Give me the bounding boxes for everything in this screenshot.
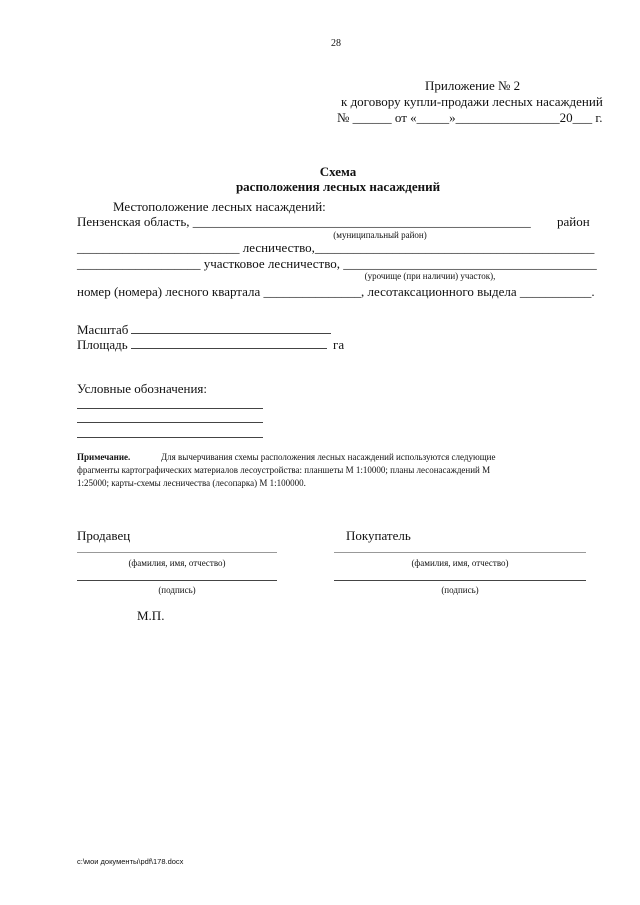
district-suffix: район [557, 214, 590, 229]
buyer-signature-hint: (подпись) [441, 585, 479, 595]
seller-label: Продавец [77, 528, 131, 543]
seller-signature-hint: (подпись) [158, 585, 196, 595]
legend-line-1 [77, 408, 263, 409]
buyer-fio-line [334, 552, 586, 553]
appendix-label: Приложение № 2 [425, 78, 521, 93]
tract-hint: (урочище (при наличии) участок), [364, 271, 496, 281]
note-label: Примечание. [77, 452, 131, 462]
municipal-district-hint: (муниципальный район) [333, 230, 427, 240]
scale-field [131, 333, 331, 334]
document-subtitle: расположения лесных насаждений [235, 179, 441, 194]
note-line-1: Для вычерчивания схемы расположения лесных насаждений используются следующие [161, 452, 496, 462]
seller-fio-hint: (фамилия, имя, отчество) [128, 558, 226, 568]
document-title: Схема [319, 164, 357, 179]
seller-signature-line [77, 580, 277, 581]
area-label: Площадь [77, 337, 128, 352]
quarter-line: номер (номера) лесного квартала _______________, лесотаксационного выдела ___________. [77, 284, 595, 299]
scale-label: Масштаб [77, 322, 129, 337]
forestry-line: _________________________ лесничество,___________________________________________ [77, 240, 595, 255]
legend-label: Условные обозначения: [77, 381, 208, 396]
region-line: Пензенская область, ____________________________________________________ [77, 214, 531, 229]
buyer-label: Покупатель [346, 528, 411, 543]
stamp-label: М.П. [137, 608, 165, 623]
contract-number-line: № ______ от «_____»________________20___ г. [337, 110, 603, 125]
district-forestry-line: ___________________ участковое лесничество, _______________________________________ [77, 256, 597, 271]
legend-line-2 [77, 422, 263, 423]
note-line-2: фрагменты картографических материалов лесоустройства: планшеты М 1:10000; планы лесонасаждений М [77, 465, 491, 475]
note-line-3: 1:25000; карты-схемы лесничества (лесопарка) М 1:100000. [77, 478, 306, 488]
buyer-fio-hint: (фамилия, имя, отчество) [411, 558, 509, 568]
page-number: 28 [331, 38, 341, 49]
area-field [131, 348, 327, 349]
seller-fio-line [77, 552, 277, 553]
area-unit: га [333, 337, 345, 352]
legend-line-3 [77, 437, 263, 438]
contract-reference: к договору купли-продажи лесных насаждений [341, 94, 603, 109]
buyer-signature-line [334, 580, 586, 581]
footer-file-path: c:\мои документы\pdf\178.docx [77, 857, 184, 866]
location-label: Местоположение лесных насаждений: [113, 199, 326, 214]
